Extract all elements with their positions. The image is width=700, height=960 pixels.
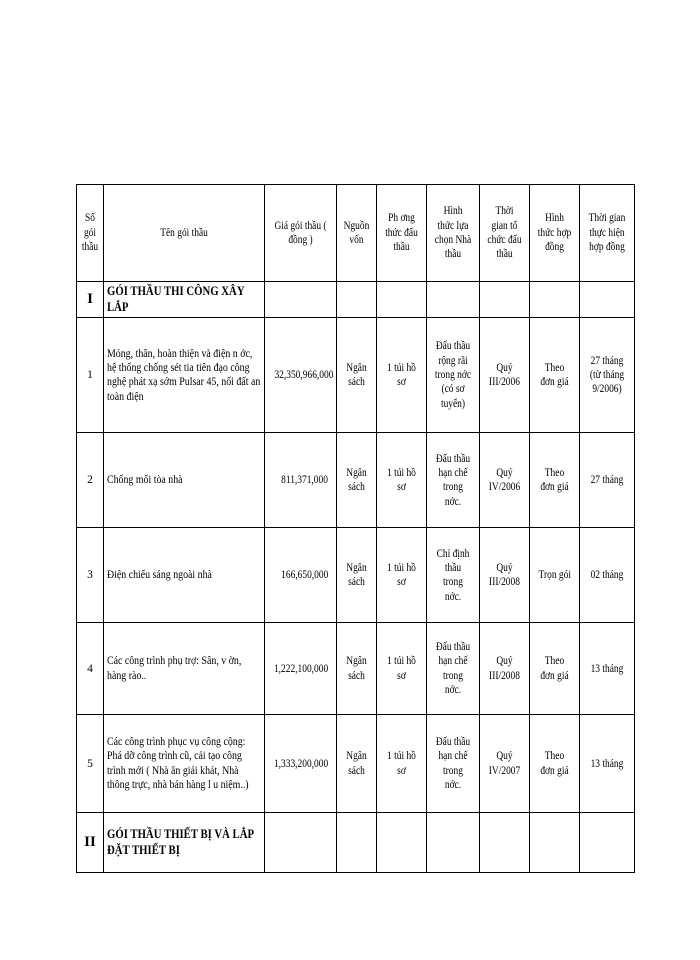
contract-form: Trọn gói [530, 528, 580, 623]
contract-form: Theo đơn giá [530, 715, 580, 813]
funding-source: Ngân sách [337, 318, 377, 433]
contract-form: Theo đơn giá [530, 433, 580, 528]
selection-form: Đấu thầu hạn chế trong nớc. [427, 433, 480, 528]
section-title: GÓI THẦU THI CÔNG XÂY LẮP [104, 282, 265, 318]
package-price: 1,222,100,000 [265, 623, 337, 715]
package-name: Các công trình phụ trợ: Sân, v ờn, hàng rào.. [104, 623, 265, 715]
funding-source: Ngân sách [337, 623, 377, 715]
section-title: GÓI THẦU THIẾT BỊ VÀ LẮP ĐẶT THIẾT BỊ [104, 813, 265, 873]
package-name: Điện chiếu sáng ngoài nhà [104, 528, 265, 623]
header-selection-form: Hình thức lựa chọn Nhà thầu [427, 185, 480, 282]
table-row [77, 318, 635, 433]
selection-form: Đấu thầu hạn chế trong nớc. [427, 623, 480, 715]
contract-duration: 27 tháng (từ tháng 9/2006) [580, 318, 635, 433]
table-row [77, 433, 635, 528]
bidding-time: Quý III/2008 [480, 528, 530, 623]
package-price: 166,650,000 [265, 528, 337, 623]
selection-form: Chỉ định thầu trong nớc. [427, 528, 480, 623]
package-no: 3 [77, 528, 104, 623]
header-contract-duration: Thời gian thực hiện hợp đồng [580, 185, 635, 282]
selection-form: Đấu thầu rộng rãi trong nớc (có sơ tuyển) [427, 318, 480, 433]
package-no: 4 [77, 623, 104, 715]
contract-duration: 27 tháng [580, 433, 635, 528]
bidding-method: 1 túi hồ sơ [377, 623, 427, 715]
contract-form: Theo đơn giá [530, 318, 580, 433]
funding-source: Ngân sách [337, 433, 377, 528]
header-funding-source: Nguồn vốn [337, 185, 377, 282]
header-package-price: Giá gói thầu ( đồng ) [265, 185, 337, 282]
package-name: Các công trình phục vụ công cộng: Phá dỡ công trình cũ, cải tạo công trình mới ( Nhà ăn giải khát, Nhà thông trực, nhà bán hàng l u niệm..) [104, 715, 265, 813]
package-price: 811,371,000 [265, 433, 337, 528]
package-name: Móng, thân, hoàn thiện và điện n ớc, hệ thống chống sét tia tiên đạo công nghệ phát xạ sớm Pulsar 45, nối đất an toàn điện [104, 318, 265, 433]
bidding-time: Quý III/2006 [480, 318, 530, 433]
package-no: 5 [77, 715, 104, 813]
header-bidding-time: Thời gian tổ chức đấu thầu [480, 185, 530, 282]
contract-duration: 13 tháng [580, 623, 635, 715]
package-no: 1 [77, 318, 104, 433]
section-row-construction [77, 282, 635, 318]
bidding-method: 1 túi hồ sơ [377, 528, 427, 623]
bidding-time: Quý IV/2006 [480, 433, 530, 528]
header-contract-form: Hình thức hợp đồng [530, 185, 580, 282]
bidding-method: 1 túi hồ sơ [377, 318, 427, 433]
bidding-method: 1 túi hồ sơ [377, 433, 427, 528]
contract-duration: 13 tháng [580, 715, 635, 813]
table-row [77, 623, 635, 715]
package-name: Chống mối tòa nhà [104, 433, 265, 528]
header-bidding-method: Ph ơng thức đấu thầu [377, 185, 427, 282]
bidding-time: Quý IV/2007 [480, 715, 530, 813]
package-no: 2 [77, 433, 104, 528]
package-price: 1,333,200,000 [265, 715, 337, 813]
bidding-time: Quý III/2008 [480, 623, 530, 715]
header-package-name: Tên gói thầu [104, 185, 265, 282]
section-number: II [77, 813, 104, 873]
contract-duration: 02 tháng [580, 528, 635, 623]
header-package-no: Số gói thầu [77, 185, 104, 282]
table-row [77, 715, 635, 813]
selection-form: Đấu thầu hạn chế trong nớc. [427, 715, 480, 813]
funding-source: Ngân sách [337, 528, 377, 623]
table-row [77, 528, 635, 623]
funding-source: Ngân sách [337, 715, 377, 813]
section-number: I [77, 282, 104, 318]
bid-package-table [76, 184, 635, 873]
bidding-method: 1 túi hồ sơ [377, 715, 427, 813]
contract-form: Theo đơn giá [530, 623, 580, 715]
table-header-row [77, 185, 635, 282]
section-row-equipment [77, 813, 635, 873]
package-price: 32,350,966,000 [265, 318, 337, 433]
